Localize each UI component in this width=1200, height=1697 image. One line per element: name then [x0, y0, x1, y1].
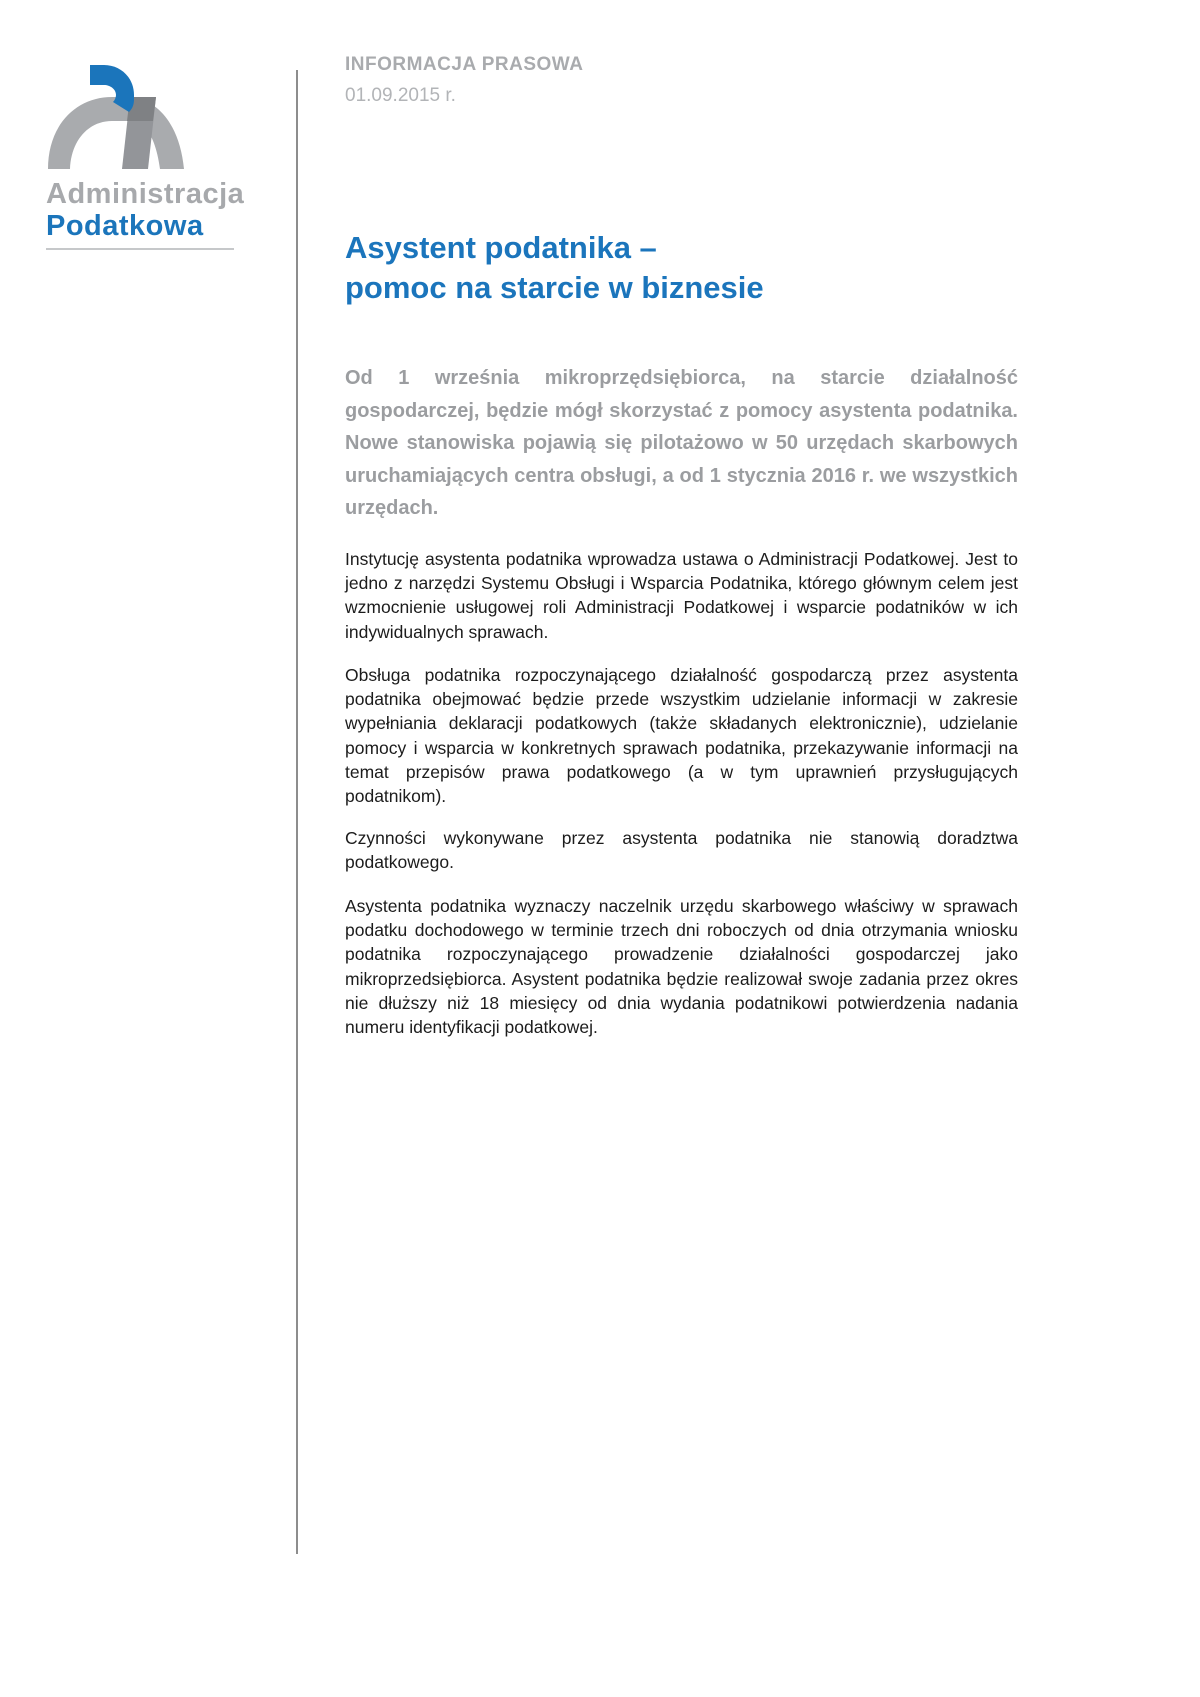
- logo-text-podatkowa: Podatkowa: [46, 210, 204, 242]
- article-title-line1: Asystent podatnika –: [345, 230, 657, 265]
- body-paragraph-4: Asystenta podatnika wyznaczy naczelnik urzędu skarbowego właściwy w sprawach podatku dochodowego w terminie trzech dni roboczych od dnia otrzymania wniosku podatnika rozpoczynającego prowadzenie działalności gospodarczej jako mikroprzedsiębiorca. Asystent podatnika będzie realizował swoje zadania przez okres nie dłuższy niż 18 miesięcy od dnia wydania podatnikowi potwierdzenia nadania numeru identyfikacji podatkowej.: [345, 896, 1018, 1038]
- body-paragraph-1: Instytucję asystenta podatnika wprowadza ustawa o Administracji Podatkowej. Jest to jedno z narzędzi Systemu Obsługi i Wsparcia Podatnika, którego głównym celem jest wzmocnienie usługowej roli Administracji Podatkowej i wsparcie podatników w ich indywidualnych sprawach.: [345, 549, 1018, 642]
- logo-gray-swoosh: [48, 97, 134, 169]
- article-title-line2: pomoc na starcie w biznesie: [345, 270, 764, 305]
- vertical-divider: [296, 70, 298, 1554]
- body-paragraph-2: Obsługa podatnika rozpoczynającego działalność gospodarczą przez asystenta podatnika obejmować będzie przede wszystkim udzielanie informacji w zakresie wypełniania deklaracji podatkowych (także składanych elektronicznie), udzielanie pomocy i wsparcia w konkretnych sprawach podatnika, przekazywanie informacji na temat przepisów prawa podatkowego (a w tym uprawnień przysługujących podatnikom).: [345, 665, 1018, 807]
- press-release-date: 01.09.2015 r.: [345, 85, 456, 106]
- press-release-label: INFORMACJA PRASOWA: [345, 54, 584, 75]
- lead-paragraph: Od 1 września mikroprzędsiębiorca, na starcie działalność gospodarczej, będzie mógł skorzystać z pomocy asystenta podatnika. Nowe stanowiska pojawią się pilotażowo w 50 urzędach skarbowych uruchamiających centra obsługi, a od 1 stycznia 2016 r. we wszystkich urzędach.: [345, 367, 1018, 519]
- tax-administration-logo-icon: [46, 64, 186, 170]
- article-title: [345, 228, 764, 308]
- logo-text-administracja: Administracja: [46, 178, 245, 210]
- logo-underline: [46, 248, 234, 250]
- logo: [46, 64, 244, 250]
- body-paragraph-3: Czynności wykonywane przez asystenta podatnika nie stanowią doradztwa podatkowego.: [345, 828, 1018, 873]
